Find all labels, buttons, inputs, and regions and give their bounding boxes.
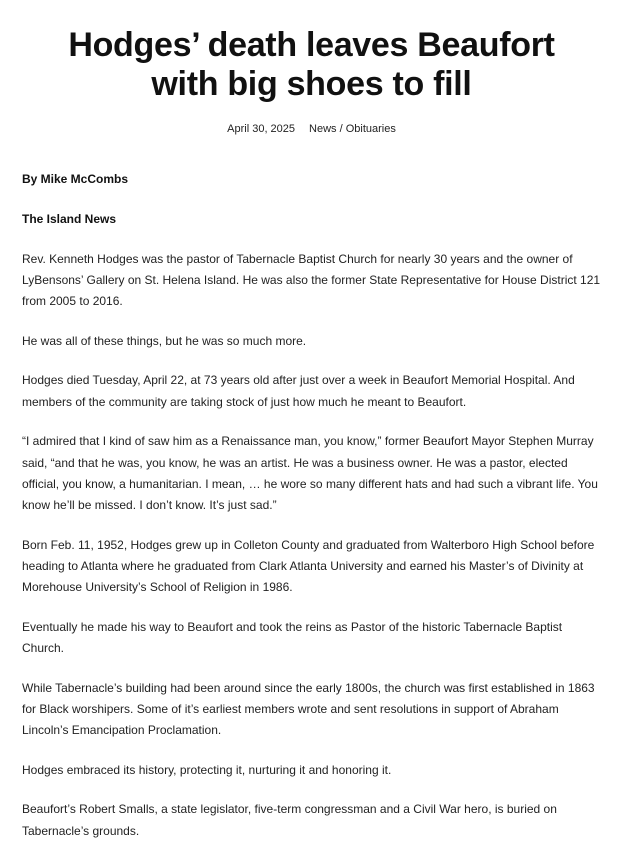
source-publication: The Island News: [22, 211, 117, 226]
paragraph: Hodges embraced its history, protecting it, nurturing it and honoring it.: [22, 762, 392, 777]
paragraph: “I admired that I kind of saw him as a Renaissance man, you know,” former Beaufort Mayor Stephen Murray said, “and that he was, you know, he was an artist. He was a business owner. He was a pastor, elected official, you know, a humanitarian. I mean, … he wore so many different hats and had such a vibrant life. You know he’ll be missed. I don’t know. It’s just sad.”: [22, 434, 598, 512]
headline-line-2: with big shoes to fill: [151, 65, 472, 103]
paragraph: Hodges died Tuesday, April 22, at 73 years old after just over a week in Beaufort Memorial Hospital. And members of the community are taking stock of just how much he meant to Beaufort.: [22, 373, 575, 409]
category-link[interactable]: News / Obituaries: [309, 123, 396, 135]
paragraph: While Tabernacle’s building had been around since the early 1800s, the church was first established in 1863 for Black worshipers. Some of it’s earliest members wrote and sent resolutions in support of Abraham Lincoln’s Emancipation Proclamation.: [22, 680, 595, 738]
byline: By Mike McCombs: [22, 172, 129, 186]
article-headline: [22, 0, 601, 104]
paragraph: Eventually he made his way to Beaufort and took the reins as Pastor of the historic Tabernacle Baptist Church.: [22, 619, 563, 655]
article-body: [22, 169, 601, 842]
publish-date: April 30, 2025: [227, 123, 296, 135]
paragraph: Beaufort’s Robert Smalls, a state legislator, five-term congressman and a Civil War hero, is buried on Tabernacle’s grounds.: [22, 802, 557, 838]
paragraph: Rev. Kenneth Hodges was the pastor of Tabernacle Baptist Church for nearly 30 years and the owner of LyBensons’ Gallery on St. Helena Island. He was also the former State Representative for House District 121 from 2005 to 2016.: [22, 251, 601, 308]
article-meta: [22, 123, 601, 135]
paragraph: Born Feb. 11, 1952, Hodges grew up in Colleton County and graduated from Walterboro High School before heading to Atlanta where he graduated from Clark Atlanta University and earned his Master’s of Divinity at Morehouse University’s School of Religion in 1986.: [22, 537, 595, 595]
paragraph: He was all of these things, but he was so much more.: [22, 333, 307, 348]
headline-line-1: Hodges’ death leaves Beaufort: [68, 26, 555, 64]
